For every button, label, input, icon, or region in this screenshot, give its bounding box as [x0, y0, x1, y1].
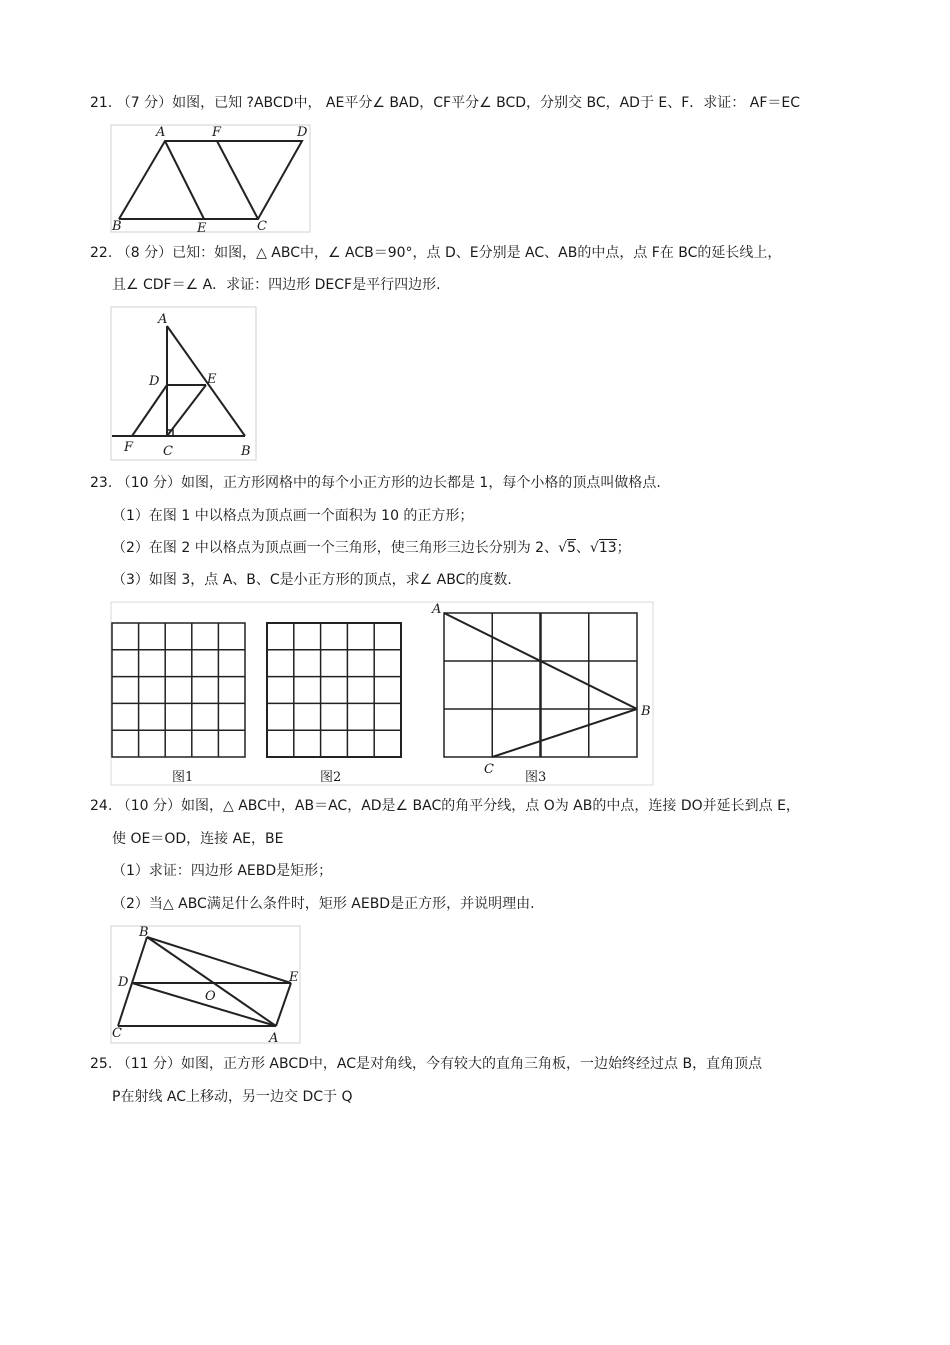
label-C: C [257, 219, 267, 234]
label-E: E [207, 372, 217, 387]
label-A: A [269, 1031, 279, 1045]
label-A: A [156, 125, 166, 140]
label-D: D [297, 125, 308, 140]
label-E: E [289, 970, 299, 985]
grid-figure-3 [444, 613, 637, 757]
q24-figure-rectangle [110, 925, 302, 1045]
radical-sign: √ [589, 540, 599, 556]
q23-line1: 23. （10 分）如图，正方形网格中的每个小正方形的边长都是 1，每个小格的顶点叫做格点. [90, 475, 661, 491]
q23-line4: （3）如图 3，点 A、B、C是小正方形的顶点，求∠ ABC的度数. [112, 572, 512, 588]
label-B: B [241, 444, 251, 459]
label-C: C [112, 1026, 122, 1041]
q21-figure-parallelogram [110, 124, 312, 234]
radicand-5: 5 [567, 540, 576, 556]
caption-figure-1: 图1 [172, 770, 194, 785]
q23-line2: （1）在图 1 中以格点为顶点画一个面积为 10 的正方形； [112, 508, 474, 524]
label-B: B [641, 704, 651, 719]
caption-figure-3: 图3 [525, 770, 547, 785]
sqrt5 [558, 538, 576, 558]
q23-grid-figures [110, 601, 655, 787]
radicand-13: 13 [598, 540, 617, 556]
q23-separator: 、 [575, 540, 590, 556]
q21-text: 21. （7 分）如图，已知 ?ABCD中， AE平分∠ BAD，CF平分∠ BCD，分别交 BC，AD于 E、F．求证： AF＝EC [90, 95, 801, 111]
grid-figure-2 [267, 623, 401, 757]
label-F: F [212, 125, 222, 140]
q24-line3: （1）求证：四边形 AEBD是矩形； [112, 863, 333, 879]
radical-sign: √ [558, 540, 567, 556]
caption-figure-2: 图2 [320, 770, 342, 785]
q23-line3-prefix: （2）在图 2 中以格点为顶点画一个三角形，使三角形三边长分别为 2、 [112, 540, 559, 556]
label-A: A [432, 602, 442, 617]
label-A: A [158, 312, 168, 327]
q22-line1: 22. （8 分）已知：如图，△ ABC中，∠ ACB＝90°，点 D、E分别是 AC、AB的中点，点 F在 BC的延长线上， [90, 245, 782, 261]
q23-line3-suffix: ； [616, 540, 631, 556]
grid-figure-1 [112, 623, 245, 757]
q25-line2: P在射线 AC上移动，另一边交 DC于 Q [112, 1089, 353, 1105]
label-B: B [139, 925, 149, 940]
q23-line3 [112, 538, 631, 558]
label-C: C [163, 444, 173, 459]
sqrt13 [590, 538, 617, 558]
label-C: C [484, 762, 494, 777]
label-D: D [149, 374, 160, 389]
label-E: E [197, 221, 207, 234]
q24-line2: 使 OE＝OD，连接 AE，BE [112, 831, 284, 847]
label-D: D [118, 975, 129, 990]
q22-line2: 且∠ CDF＝∠ A．求证：四边形 DECF是平行四边形. [112, 277, 441, 293]
label-B: B [112, 219, 122, 234]
label-O: O [205, 989, 216, 1004]
label-F: F [124, 440, 134, 455]
q24-line4: （2）当△ ABC满足什么条件时，矩形 AEBD是正方形，并说明理由. [112, 896, 535, 912]
q24-line1: 24. （10 分）如图，△ ABC中，AB＝AC，AD是∠ BAC的角平分线，点 O为 AB的中点，连接 DO并延长到点 E， [90, 798, 800, 814]
q25-line1: 25. （11 分）如图，正方形 ABCD中，AC是对角线，今有较大的直角三角板，一边始终经过点 B，直角顶点 [90, 1056, 763, 1072]
q22-figure-triangle [110, 306, 258, 462]
